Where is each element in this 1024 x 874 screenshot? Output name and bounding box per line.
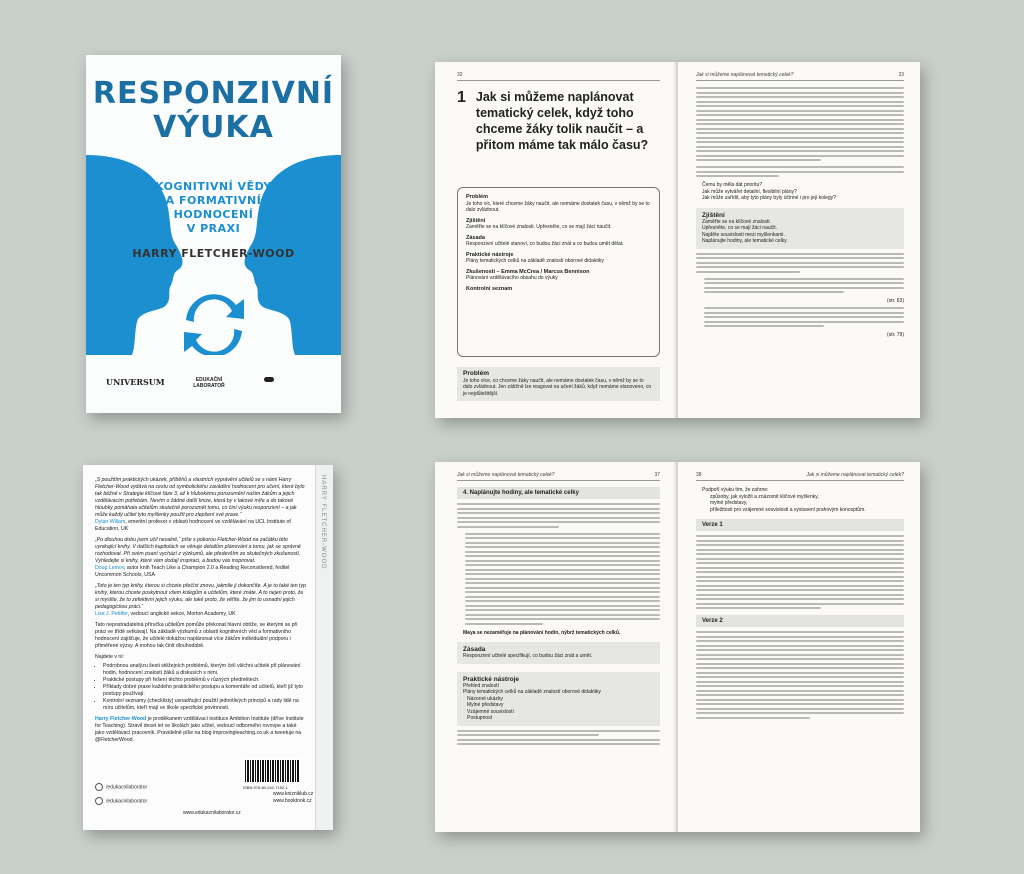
- version-1-heading: Verze 1: [696, 519, 904, 531]
- quote-affiliation: , vedoucí anglické sekce, Morton Academy, UK: [127, 611, 236, 617]
- chapter-number: 1: [457, 89, 466, 106]
- quote-affiliation: , emeritní profesor v oblasti hodnocení ve vzdělávání na UCL Institute of Education, UK: [95, 519, 291, 532]
- list-item: Čemu by měla dát prioritu?: [702, 182, 763, 188]
- endorsement-quote: [95, 583, 307, 618]
- tools-item: Mylné představy: [467, 702, 504, 708]
- spread1-right-page: [678, 62, 920, 418]
- list-item: Jak může vytvářet detailní, flexibilní plány?: [702, 188, 797, 195]
- overview-item: Zkušenosti – Emma McCrea / Marcus Bennison Plánování vzdělávacího obsahu do výuky: [466, 268, 590, 281]
- overview-item: Zjištění Zaměřte se na klíčové znalosti. Upřesněte, co se mají žáci naučit.: [466, 217, 612, 230]
- isbn-barcode: [243, 758, 301, 784]
- findings-heading: Zjištění: [702, 211, 725, 219]
- tools-item: Přehled znalostí: [463, 682, 499, 689]
- principle-box: [457, 642, 660, 664]
- subtitle-line-1: KOGNITIVNÍ VĚDY: [155, 180, 272, 193]
- tools-box: [457, 672, 660, 726]
- version-2-heading: Verze 2: [696, 615, 904, 627]
- author-bio-name: Harry Fletcher-Wood: [95, 716, 147, 722]
- findings-box: [696, 208, 904, 249]
- spread1-left-page: [435, 62, 678, 418]
- overview-item: Praktické nástroje Plány tematických celků na základě znalostí oborové didaktiky: [466, 251, 604, 264]
- findings-line: Naplánujte hodiny, ale tematické celky.: [702, 238, 788, 244]
- chapter-overview-box: [457, 187, 660, 357]
- problem-heading: Problém: [463, 370, 490, 377]
- facebook-icon: [95, 783, 103, 791]
- instagram-icon: [95, 797, 103, 805]
- author-bio: [95, 716, 307, 744]
- page-number: 38: [696, 472, 702, 478]
- page-header: [457, 72, 660, 81]
- running-header: Jak si můžeme naplánovat tematický celek?: [806, 472, 904, 478]
- title-line-2: VÝUKA: [153, 110, 274, 145]
- author-bio-text: je proděkanem vzdělávací instituce Ambition Institute (dříve Institute for Teaching). Strávil deset let ve školách jako učitel, vedoucí odborného rovovpe a také jako vzdělávací pracovník. Pravidelně píše na blog improvingteaching.co.uk a tweetuje na @FletcherWood.: [95, 716, 304, 743]
- list-item: • Kontrolní seznamy (checklisty) usnadňující použití jednotlivých principů a rady lidé na míru učitelům, kteří mají ve škole specifické povinnosti.: [103, 698, 308, 712]
- chapter-title: Jak si můžeme naplánovat tematický celek, když toho chceme žáky tolik naučit – a přitom máme tak málo času?: [475, 90, 649, 152]
- list-item: Jak může zařídit, aby tyto plány byly účinné i pro její kolegy?: [702, 195, 836, 201]
- running-header: Jak si můžeme naplánovat tematický celek?: [696, 72, 794, 78]
- endorsement-quote: [95, 477, 307, 533]
- open-book-spread-2: [435, 462, 920, 832]
- facebook-link: /edukacnilaborator: [95, 783, 147, 791]
- overview-item: Kontrolní seznam: [466, 285, 513, 292]
- page-header: [696, 72, 904, 81]
- chapter-heading: [457, 89, 660, 153]
- list-intro: Najdete v ní:: [95, 654, 125, 660]
- book-subtitle: [126, 180, 301, 236]
- running-header: Jak si můžeme naplánovat tematický celek?: [457, 472, 555, 478]
- description-paragraph: Tato nepostradatelná příručka učitelům pomůže překonat hlavní obtíže, se kterými se při práci ve třídě setkávají. Na základě výzkumů z oblasti kognitivních věd a formativního hodnocení zajišťuje, že učitelé dokážou naplánovat více žákům individuální podporu i přiměřené výzvy. A mohou tak činit dlouhodobě.: [95, 622, 298, 649]
- subtitle-line-3: V PRAXI: [186, 222, 241, 235]
- principle-text: Responzivní učitelé specifikují, co budou žáci znát a umět.: [463, 653, 593, 659]
- publisher-logo-universum: UNIVERSUM: [106, 377, 165, 387]
- section-heading: 4. Naplánujte hodiny, ale tematické celky: [457, 487, 660, 499]
- page-header: [696, 472, 904, 481]
- publisher-logo-edukacni: EDUKAČNÍ LABORATOŘ: [193, 377, 225, 389]
- emphasis-line: Maya se nezaměřuje na plánování hodin, nýbrž tematických celků.: [463, 629, 621, 636]
- citation: (str. 79): [887, 332, 904, 338]
- findings-line: Upřesněte, co se mají žáci naučit.: [702, 225, 778, 231]
- overview-item: Zásada Responzivní učitelé stanoví, co budou žáci znát a co budou umět dělat.: [466, 234, 624, 247]
- page-header: [457, 472, 660, 481]
- spine-text: HARRY FLETCHER-WOOD: [320, 475, 326, 570]
- feature-list: [103, 663, 308, 712]
- list-item: příležitosti pro vzájemné souvislosti a vystavení prahovým konceptům.: [710, 506, 866, 513]
- citation: (str. 63): [887, 298, 904, 304]
- page-number: 32: [457, 72, 463, 78]
- open-book-spread-1: [435, 62, 920, 418]
- subtitle-line-2: A FORMATIVNÍ HODNOCENÍ: [165, 194, 262, 221]
- cycle-arrows-icon: [184, 294, 244, 355]
- website-link: www.booktook.cz: [273, 798, 312, 804]
- publisher-logo-third: [264, 377, 274, 384]
- list-item: způsoby, jak vyložit a znázornit klíčové myšlenky,: [710, 493, 819, 500]
- tools-heading: Praktické nástroje: [463, 675, 520, 683]
- list-item: • Podrobnou analýzu šesti stěžejních problémů, kterým čelí všichni učitelé při plánování hodin, hodnocení znalostí žáků a diskusích s nimi.: [103, 663, 308, 677]
- website-link: www.edukacnilaborator.cz: [183, 810, 241, 816]
- book-title: [86, 77, 341, 145]
- quote-text: „Po dlouhou dobu jsem učil nevalně,“ píše s pokorou Fletcher-Wood na začátku této vynikající knihy. V dalších kapitolách se věnuje detailům plánování a tomu, jak se správně rozhodovat. Při svém psaní vychází z výzkumů, ale především ze skutečných zkušeností. Vyhledejte si knihy, které vám dodají inspiraci, a budou vás inspirovat.: [95, 537, 301, 564]
- tools-item: Vzájemné souvislosti: [467, 708, 514, 715]
- book-author: HARRY FLETCHER-WOOD: [132, 247, 295, 260]
- quote-source: Lisa J. Pettifer: [95, 611, 128, 617]
- page-number: 33: [898, 72, 904, 78]
- problem-text: Je toho více, co chceme žáky naučit, ale nemáme dostatek času, v němž by se to dalo zvládnout. Jen zátížně lze reagovat na učení žáků, když nemáme stanoveno, co je nejdůležitější.: [463, 377, 652, 397]
- endorsement-quote: [95, 537, 307, 579]
- instagram-link: /edukacnilaborator: [95, 797, 147, 805]
- tools-item: Postupnost: [467, 715, 493, 721]
- list-item: Podpoří výuku tím, že zahrne:: [702, 487, 769, 493]
- front-cover: [86, 55, 341, 413]
- spine: [315, 465, 333, 830]
- quote-source: Dylan Wiliam: [95, 519, 126, 525]
- support-list: [702, 487, 904, 513]
- isbn-number: ISBN 978-80-242-7152-1: [243, 785, 288, 790]
- website-link: www.knizniklub.cz: [273, 791, 314, 797]
- spread2-left-page: [435, 462, 678, 832]
- question-list: [702, 182, 904, 202]
- list-item: • Příklady dobré praxe každého praktického postupu a komentáře od učitelů, kteří již tyto postupy používají.: [103, 684, 308, 698]
- findings-line: Zaměřte se na klíčové znalosti.: [702, 218, 771, 225]
- overview-item: Problém Je toho víc, které chceme žáky naučit, ale nemáme dostatek času, v němž by se to dalo zvládnout.: [466, 194, 650, 213]
- quote-text: „S použitím praktických ukázek, příběhů a vlastních vyprávění učitelů se s námi Harry Fletcher-Wood vydává na cestu od symbolického zavádění hodnocení pro učení, které bylo tak běžné v Strategie klíčové fáze 3, až k hlubokému porozumění našim žákům a jejich vzdělávacím potřebám. Nevím o žádné další knize, která by v takové míře a do takové hloubky pomáhala učitelům skutečně porozumět tomu, co činí výuku responzivní – a jak může každý učitel tyto myšlenky použít pro zlepšení své praxe.“: [95, 477, 305, 518]
- tools-item: Názorné ukázky: [467, 695, 503, 702]
- tools-item: Plány tematických celků na základě znalostí oborové didaktiky: [463, 689, 601, 695]
- list-item: mylné představy,: [710, 500, 748, 506]
- back-cover: [83, 465, 333, 830]
- findings-line: Najděte souvislosti mezi myšlenkami.: [702, 231, 785, 238]
- principle-heading: Zásada: [463, 646, 486, 653]
- page-number: 37: [654, 472, 660, 478]
- spread2-right-page: [678, 462, 920, 832]
- quote-affiliation: , autor knih Teach Like a Champion 2.0 a Reading Reconsidered, ředitel Uncommon Schools, USA: [95, 565, 290, 578]
- title-line-1: RESPONZIVNÍ: [92, 76, 335, 111]
- quote-text: „Toto je ten typ knihy, kterou si chcete přečíst znovu, jakmile ji dokončíte. A je to také ten typ knihy, kterou chcete poskytnout všem kolegům a učitelům, které znáte. A to nejen proto, že si myslíte, že to zefektivní jejich výuku, ale také proto, že věříte, že jim to usnadní jejich pedagogickou práci.“: [95, 583, 306, 610]
- problem-box: [457, 367, 660, 401]
- list-item: • Praktické postupy při řešení těchto problémů v různých předmětech.: [103, 677, 308, 684]
- quote-source: Doug Lemov: [95, 565, 125, 571]
